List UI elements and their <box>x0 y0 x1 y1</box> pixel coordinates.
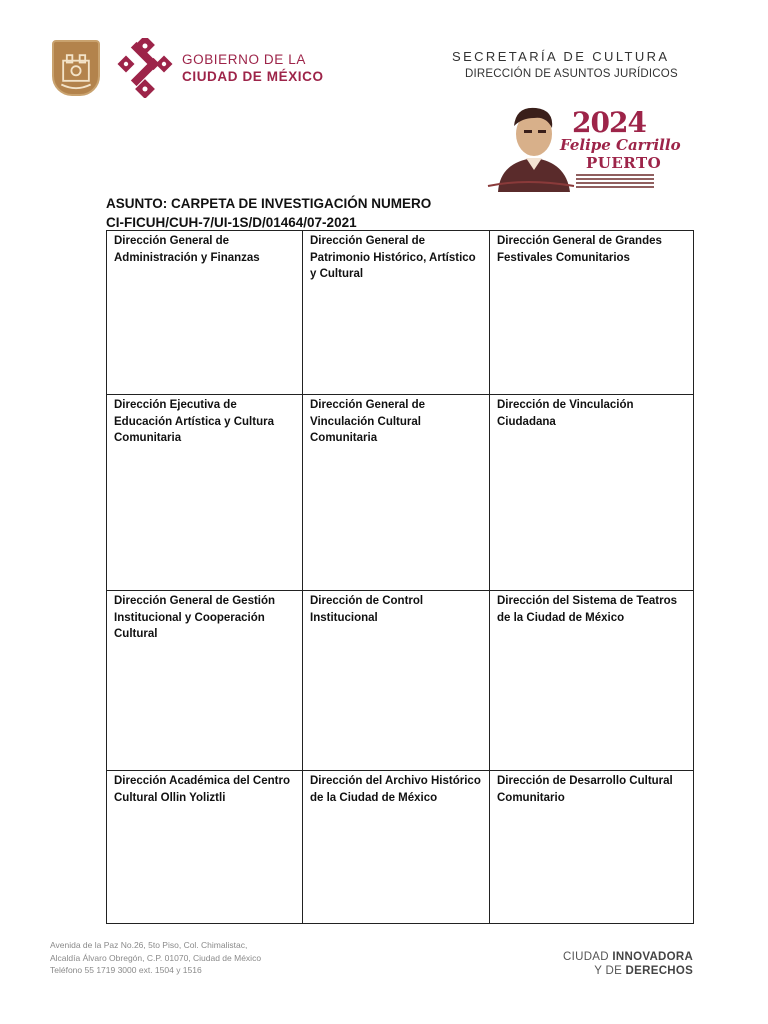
grid-cell: Dirección de Vinculación Ciudadana <box>490 395 694 591</box>
footer-line1: Avenida de la Paz No.26, 5to Piso, Col. Chimalistac, <box>50 940 248 950</box>
grid-cell: Dirección General de Gestión Institucional y Cooperación Cultural <box>107 591 303 771</box>
directorate-grid <box>106 230 694 924</box>
slogan-line2-a: Y DE <box>594 965 626 976</box>
badge-place: PUERTO <box>586 154 662 172</box>
grid-cell: Dirección de Control Institucional <box>303 591 490 771</box>
footer-line3: Teléfono 55 1719 3000 ext. 1504 y 1516 <box>50 965 202 975</box>
grid-cell: Dirección General de Grandes Festivales Comunitarios <box>490 231 694 395</box>
slogan-line1-a: CIUDAD <box>563 951 613 963</box>
badge-tagline-lines <box>576 174 654 190</box>
badge-year: 2024 <box>572 106 646 139</box>
grid-cell: Dirección General de Patrimonio Histórico, Artístico y Cultural <box>303 231 490 395</box>
slogan-line2-b: DERECHOS <box>625 965 694 976</box>
subject-line1: ASUNTO: CARPETA DE INVESTIGACIÓN NUMERO <box>106 196 432 211</box>
grid-cell: Dirección Académica del Centro Cultural Ollin Yoliztli <box>107 771 303 924</box>
grid-cell: Dirección del Archivo Histórico de la Ciudad de México <box>303 771 490 924</box>
direccion-subtitle: DIRECCIÓN DE ASUNTOS JURÍDICOS <box>465 68 678 80</box>
coat-of-arms-icon <box>52 40 100 96</box>
footer-address <box>50 939 261 977</box>
footer-line2: Alcaldía Álvaro Obregón, C.P. 01070, Ciudad de México <box>50 952 262 963</box>
subject-case-number: CI-FICUH/CUH-7/UI-1S/D/01464/07-2021 <box>106 215 357 230</box>
subject-heading <box>106 194 431 232</box>
year-badge <box>486 100 681 192</box>
slogan-line1-b: INNOVADORA <box>612 951 694 963</box>
grid-cell: Dirección de Desarrollo Cultural Comunitario <box>497 775 673 804</box>
footer-slogan <box>563 950 693 976</box>
cdmx-logo-icon <box>116 38 174 98</box>
grid-cell: Dirección General de Administración y Finanzas <box>107 231 303 395</box>
government-name <box>182 51 324 85</box>
grid-cell: Dirección General de Vinculación Cultural Comunitaria <box>303 395 490 591</box>
government-name-line2: CIUDAD DE MÉXICO <box>182 69 324 84</box>
government-name-line1: GOBIERNO DE LA <box>182 52 306 67</box>
badge-name: Felipe Carrillo <box>560 136 681 154</box>
grid-cell: Dirección Ejecutiva de Educación Artística y Cultura Comunitaria <box>107 395 303 591</box>
grid-cell: Dirección del Sistema de Teatros de la Ciudad de México <box>490 591 694 771</box>
secretaria-title: SECRETARÍA DE CULTURA <box>452 49 670 64</box>
